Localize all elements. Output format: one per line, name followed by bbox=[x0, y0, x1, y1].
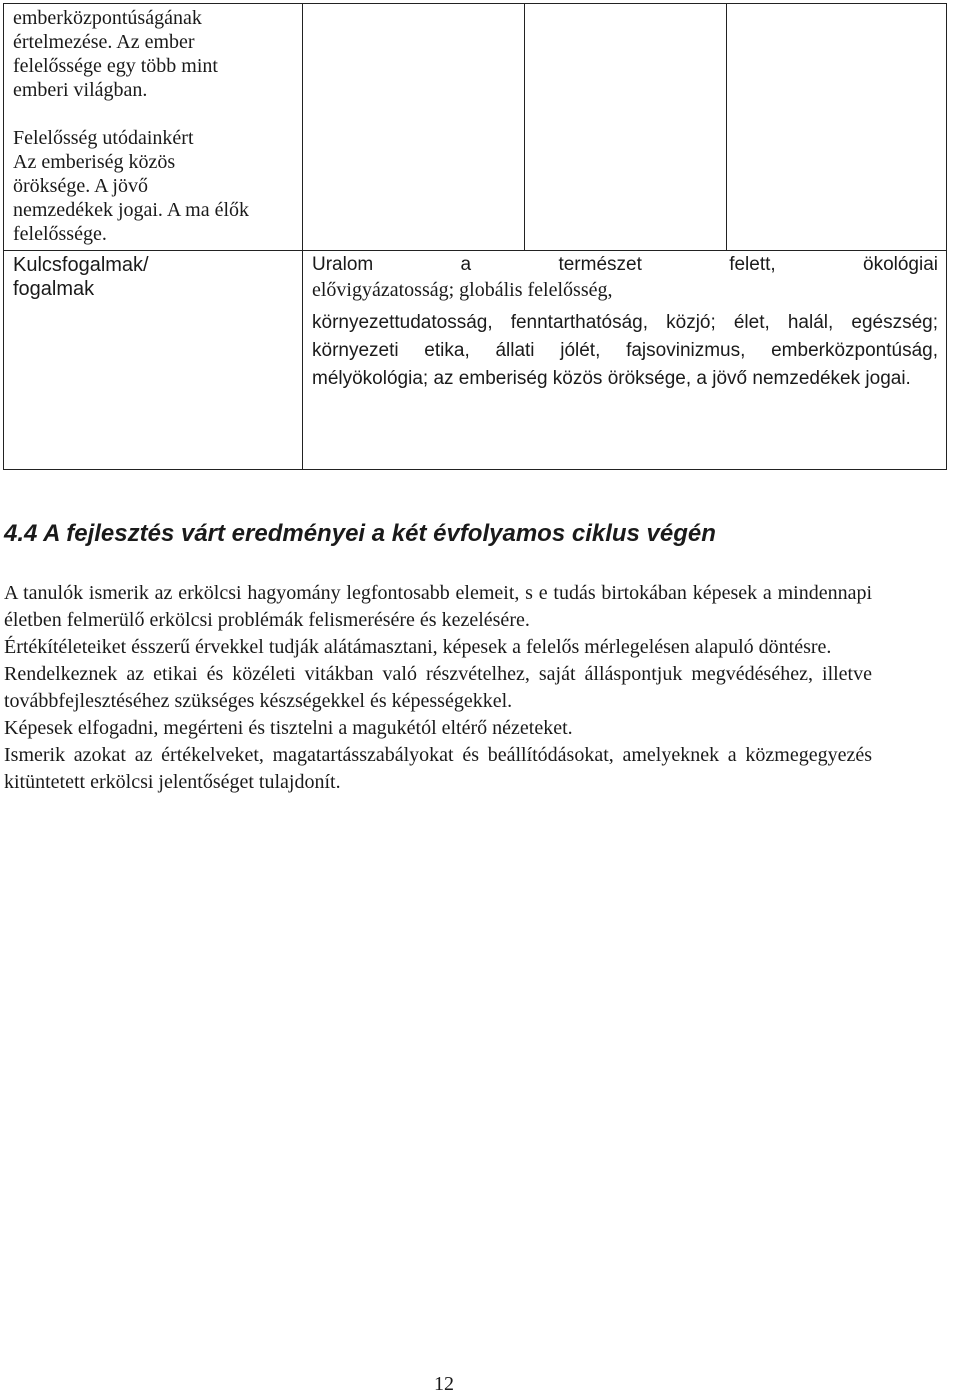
key-concepts-line: Uralom a természet felett, ökológiai bbox=[312, 254, 938, 275]
key-concepts-content bbox=[303, 251, 947, 470]
paragraph: A tanulók ismerik az erkölcsi hagyomány legfontosabb elemeit, s e tudás birtokában képesek a mindennapi életben felmerülő erkölcsi problémák felismerésére és kezelésére. bbox=[4, 582, 872, 631]
key-concepts-line: elővigyázatosság; globális felelősség, bbox=[312, 279, 613, 301]
paragraph: Értékítéleteiket ésszerű érvekkel tudják alátámasztani, képesek a felelős mérlegelésen alapuló döntésre. bbox=[4, 636, 832, 658]
key-concepts-label: Kulcsfogalmak/ fogalmak bbox=[4, 251, 303, 470]
table-row bbox=[4, 251, 947, 470]
paragraph: Rendelkeznek az etikai és közéleti vitákban való részvételhez, saját álláspontjuk megvédéséhez, illetve továbbfejlesztéséhez szükséges készségekkel és képességekkel. bbox=[4, 663, 872, 712]
table-cell-empty bbox=[303, 4, 525, 251]
table-cell-empty bbox=[525, 4, 727, 251]
table-row bbox=[4, 4, 947, 251]
table-cell-topic bbox=[4, 4, 303, 251]
table-cell-empty bbox=[727, 4, 947, 251]
page-number: 12 bbox=[434, 1373, 454, 1395]
topic-text: emberközpontúságának értelmezése. Az ember felelőssége egy több mint emberi világban. Felelősség utódainkért Az emberiség közös öröksége. A jövő nemzedékek jogai. A ma élők felelőssége. bbox=[13, 7, 250, 245]
curriculum-table bbox=[3, 3, 947, 470]
section-body bbox=[4, 580, 872, 796]
paragraph: Képesek elfogadni, megérteni és tisztelni a magukétól eltérő nézeteket. bbox=[4, 717, 573, 739]
section-heading: 4.4 A fejlesztés várt eredményei a két évfolyamos ciklus végén bbox=[4, 520, 716, 547]
key-concepts-text: környezettudatosság, fenntarthatóság, közjó; élet, halál, egészség; környezeti etika, állati jólét, fajsovinizmus, emberközpontúság, mélyökológia; az emberiség közös öröksége, a jövő nemzedékek jogai. bbox=[312, 312, 938, 389]
paragraph: Ismerik azokat az értékelveket, magatartásszabályokat és beállítódásokat, amelyeknek a közmegegyezés kitüntetett erkölcsi jelentőséget tulajdonít. bbox=[4, 744, 872, 793]
